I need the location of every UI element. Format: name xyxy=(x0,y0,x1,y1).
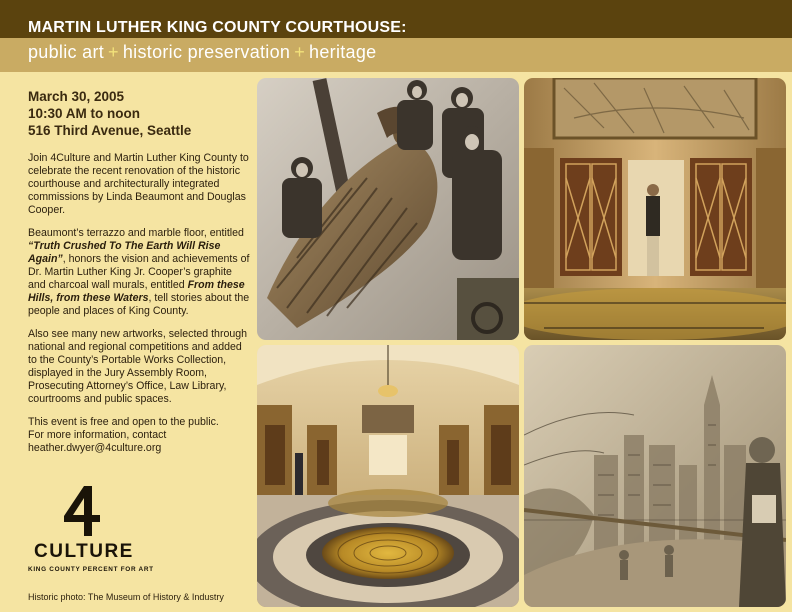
event-info xyxy=(28,88,250,455)
intro-paragraph: Join 4Culture and Martin Luther King County to celebrate the recent renovation of the historic courthouse and architecturally integrated commissions by Linda Beaumont and Douglas Cooper. xyxy=(28,152,249,216)
contact-email-link[interactable]: heather.dwyer@4culture.org xyxy=(28,442,162,454)
page-title: MARTIN LUTHER KING COUNTY COURTHOUSE: xyxy=(28,19,407,36)
elevator-lobby-photo xyxy=(524,78,786,340)
logo-tagline: KING COUNTY PERCENT FOR ART xyxy=(28,566,154,573)
4culture-logo xyxy=(28,486,154,576)
artworks-text-b: , honors the vision and achievements of Dr. Martin Luther King Jr. Cooper’s graphite and charcoal wall murals, entitled xyxy=(28,253,250,291)
grand-hallway-photo xyxy=(257,345,519,607)
graphite-mural-photo xyxy=(524,345,786,607)
free-event-text: This event is free and open to the public. xyxy=(28,416,219,428)
historic-eagle-photo xyxy=(257,78,519,340)
artworks-paragraph xyxy=(28,227,250,318)
page-subtitle xyxy=(28,42,377,63)
event-time: 10:30 AM to noon xyxy=(28,106,141,121)
subtitle-public-art: public art xyxy=(28,42,105,62)
subtitle-historic-preservation: historic preservation xyxy=(122,42,291,62)
artworks-text-a: Beaumont’s terrazzo and marble floor, entitled xyxy=(28,227,244,239)
terrazzo-title: “Truth Crushed To The Earth Will Rise Again” xyxy=(28,240,221,265)
collection-paragraph: Also see many new artworks, selected through national and regional competitions and added to the County’s Portable Works Collection, displayed in the Jury Assembly Room, Prosecuting Attorney’s Office, Law Library, courtrooms and public spaces. xyxy=(28,328,248,405)
subtitle-separator: + xyxy=(294,42,306,62)
more-info-text: For more information, contact xyxy=(28,429,167,441)
event-date: March 30, 2005 xyxy=(28,89,125,104)
subtitle-heritage: heritage xyxy=(309,42,377,62)
event-address: 516 Third Avenue, Seattle xyxy=(28,123,192,138)
contact-paragraph xyxy=(28,416,250,455)
four-logo-icon xyxy=(62,486,104,536)
logo-wordmark: CULTURE xyxy=(34,541,134,562)
mural-title: From these Hills, from these Waters xyxy=(28,279,245,304)
subtitle-separator: + xyxy=(108,42,119,62)
photo-credit: Historic photo: The Museum of History & Industry xyxy=(28,592,224,602)
artworks-text-c: , tell stories about the people and places of King County. xyxy=(28,292,250,317)
